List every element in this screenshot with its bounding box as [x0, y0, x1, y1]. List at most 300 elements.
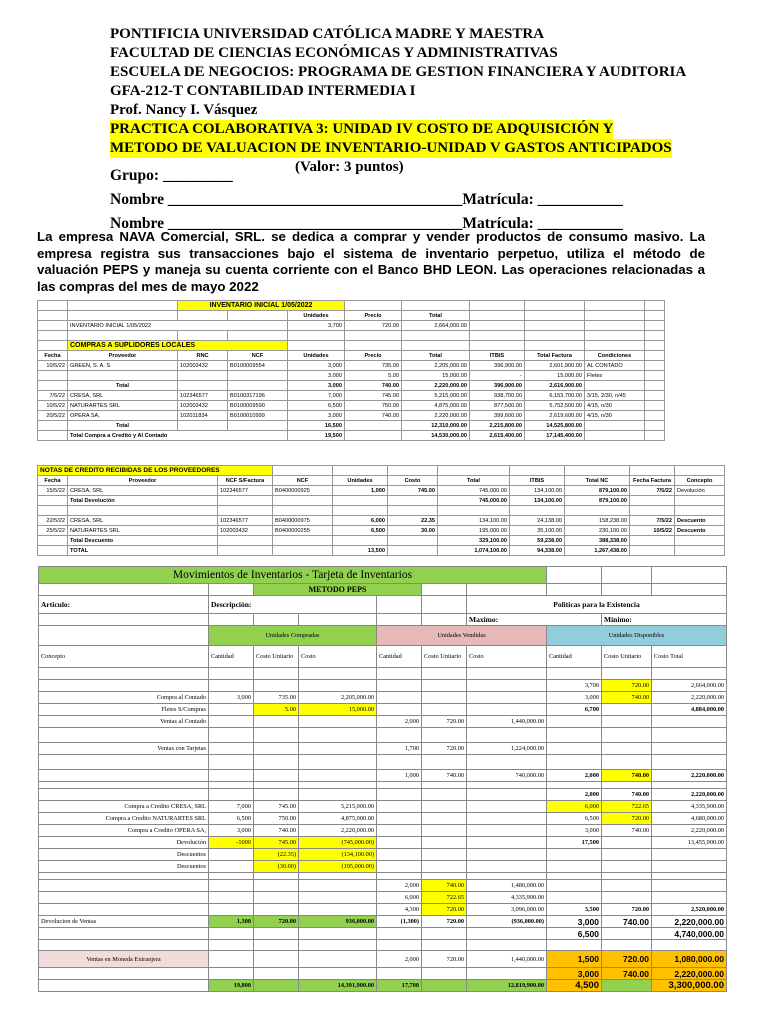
card-cell: 745.00: [254, 801, 299, 813]
purchases-sheet: [37, 300, 665, 441]
card-cell: 2,664,000.00: [652, 680, 727, 692]
card-cell: [209, 716, 254, 728]
card-cell: [39, 904, 209, 916]
card-cell: 740.00: [602, 692, 652, 704]
card-cell: [547, 940, 602, 951]
card-cell: [299, 716, 377, 728]
card-cell: [467, 940, 547, 951]
card-cell: [422, 755, 467, 770]
card-cell: [602, 668, 652, 680]
card-cell: [652, 892, 727, 904]
card-cell: 3,000: [209, 825, 254, 837]
inv-h-total: Total: [402, 311, 470, 321]
school-name: ESCUELA DE NEGOCIOS: PROGRAMA DE GESTION FINANCIERA Y AUDITORIA: [110, 64, 687, 80]
credit-notes-rows: [38, 486, 725, 556]
card-cell: Ventas en Moneda Extranjera: [39, 951, 209, 968]
purchases-table: [37, 300, 665, 441]
card-cell: [209, 892, 254, 904]
card-cell: [467, 782, 547, 789]
card-cell: [422, 801, 467, 813]
card-cell: [547, 861, 602, 873]
card-cell: 2,220,000.00: [652, 789, 727, 801]
card-col-cantidad-c: Cantidad: [209, 646, 254, 668]
card-cell: [299, 770, 377, 782]
card-cell: [652, 782, 727, 789]
intro-paragraph: La empresa NAVA Comercial, SRL. se dedica a comprar y vender productos de consumo masivo. La empresa registra sus transacciones bajo el sistema de inventario perpetuo, utiliza el método de valuación PEPS y maneja su cuenta corriente con el Banco BHD LEON. Las operaciones relacionadas a las compras del mes de mayo 2022: [37, 229, 705, 295]
card-cell: [467, 928, 547, 940]
card-cell: 720.00: [602, 951, 652, 968]
card-cell: 3,300,000.00: [652, 980, 727, 992]
card-cell: 7,000: [209, 801, 254, 813]
table-row: Total Compra a Credito y Al Contado 19,500 14,530,000.00 2,615,400.00 17,145,400.00: [38, 431, 665, 441]
card-cell: [547, 880, 602, 892]
card-cell: [299, 743, 377, 755]
card-cell: [39, 980, 209, 992]
card-cell: 2,000: [547, 770, 602, 782]
card-col-cu-d: Costo Unitario: [602, 646, 652, 668]
card-cell: 3,000: [209, 692, 254, 704]
inventory-title: INVENTARIO INICIAL 1/05/2022: [178, 301, 345, 311]
card-cell: (134,100.00): [299, 849, 377, 861]
practice-title-line1: PRACTICA COLABORATIVA 3: UNIDAD IV COSTO DE ADQUISICIÓN Y: [110, 121, 614, 137]
card-cell: [377, 968, 422, 980]
card-cell: 5.00: [254, 704, 299, 716]
card-cell: [422, 873, 467, 880]
table-row: 10/5/22 NATURARTES SRL 102003432 B0100009590 6,500 750.00 4,875,000.00 877,500.00 5,752,500.00 4/15, n/30: [38, 401, 665, 411]
available-units-group: Unidades Disponibles: [547, 626, 727, 646]
card-cell: [547, 755, 602, 770]
card-cell: 3,000: [547, 968, 602, 980]
card-cell: [422, 861, 467, 873]
card-cell: [209, 968, 254, 980]
card-cell: [377, 789, 422, 801]
card-cell: [209, 789, 254, 801]
card-cell: [652, 849, 727, 861]
card-cell: [209, 849, 254, 861]
card-cell: [209, 951, 254, 968]
card-cell: [209, 873, 254, 880]
table-row: 7/5/22 CRESA, SRL 102346577 B0100317196 7,000 745.00 5,215,000.00 938,700.00 6,153,700.00 3/15, 2/30, n/45: [38, 391, 665, 401]
card-cell: [39, 782, 209, 789]
card-cell: [299, 940, 377, 951]
table-row: [39, 743, 727, 755]
table-row: [39, 892, 727, 904]
card-cell: [467, 849, 547, 861]
card-cell: Compra a Credito NATURARTES SRL: [39, 813, 209, 825]
card-cell: [602, 880, 652, 892]
card-cell: [299, 968, 377, 980]
card-cell: [377, 755, 422, 770]
card-col-cu-c: Costo Unitario: [254, 646, 299, 668]
card-cell: [39, 770, 209, 782]
card-cell: [652, 880, 727, 892]
name-line-1: Nombre ______________________________________Matrícula: ___________: [110, 191, 623, 208]
card-cell: [39, 940, 209, 951]
card-cell: [209, 728, 254, 743]
card-cell: [422, 728, 467, 743]
card-cell: [299, 951, 377, 968]
card-cell: [39, 755, 209, 770]
inventory-card: [38, 566, 727, 992]
table-row: Total Devolución 745,000.00 134,100.00 879,100.00: [38, 496, 725, 506]
card-cell: 1,700: [377, 743, 422, 755]
card-cell: [299, 904, 377, 916]
card-cell: [254, 951, 299, 968]
faculty-name: FACULTAD DE CIENCIAS ECONÓMICAS Y ADMINISTRATIVAS: [110, 45, 558, 61]
card-cell: [254, 782, 299, 789]
card-cell: 720.00: [422, 904, 467, 916]
card-cell: [422, 849, 467, 861]
card-cell: [422, 704, 467, 716]
purchases-title: COMPRAS A SUPLIDORES LOCALES: [68, 341, 288, 351]
card-cell: [547, 716, 602, 728]
table-row: [38, 506, 725, 516]
card-rows: [39, 668, 727, 992]
card-cell: 3,500: [547, 904, 602, 916]
col-fecha: Fecha: [38, 351, 68, 361]
card-cell: 2,220,000.00: [652, 770, 727, 782]
card-method: METODO PEPS: [254, 584, 422, 596]
table-row: 10/5/22 GREEN, S. A. S 102003432 B0100009554 3,000 735.00 2,205,000.00 396,900.00 2,601,900.00 AL CONTADO: [38, 361, 665, 371]
card-cell: [467, 968, 547, 980]
inv-h-price: Precio: [345, 311, 402, 321]
card-cell: (195,000.00): [299, 861, 377, 873]
card-cell: 6,500: [547, 813, 602, 825]
nc-col-total: Total: [438, 476, 510, 486]
card-cell: 3,000: [547, 916, 602, 928]
card-cell: [467, 728, 547, 743]
card-cell: 6,700: [547, 704, 602, 716]
card-cell: 19,800: [209, 980, 254, 992]
col-total: Total: [402, 351, 470, 361]
card-cell: 750.00: [254, 813, 299, 825]
table-row: [39, 968, 727, 980]
card-cell: [254, 873, 299, 880]
table-row: [39, 825, 727, 837]
card-cell: [467, 813, 547, 825]
table-row: 3,000 5.00 15,000.00 - 15,000.00 Fletes: [38, 371, 665, 381]
card-cell: 740,000.00: [467, 770, 547, 782]
card-cell: 4,875,000.00: [299, 813, 377, 825]
card-cell: 740.00: [422, 880, 467, 892]
card-cell: 1,300: [209, 916, 254, 928]
inv-row-price: 720.00: [345, 321, 402, 331]
card-cell: 2,000: [377, 716, 422, 728]
card-cell: [602, 743, 652, 755]
card-cell: 1,224,000.00: [467, 743, 547, 755]
inventory-card-table: [38, 566, 727, 992]
card-cell: [377, 825, 422, 837]
card-cell: [254, 668, 299, 680]
card-cell: 740.00: [602, 789, 652, 801]
inv-h-units: Unidades: [288, 311, 345, 321]
min-label: Mínimo:: [602, 614, 727, 626]
card-cell: 3,700: [547, 680, 602, 692]
table-row: [39, 728, 727, 743]
card-cell: 4,680,000.00: [652, 813, 727, 825]
table-row: Total Descuento 329,100.00 59,238.00 388,338.00: [38, 536, 725, 546]
card-cell: [422, 980, 467, 992]
card-cell: [254, 755, 299, 770]
inv-row-total: 2,664,000.00: [402, 321, 470, 331]
card-cell: 1,480,000.00: [467, 880, 547, 892]
card-cell: [467, 704, 547, 716]
table-row: [39, 980, 727, 992]
card-cell: 720.00: [602, 680, 652, 692]
table-row: [39, 928, 727, 940]
card-cell: [422, 825, 467, 837]
card-cell: [39, 680, 209, 692]
card-title: Movimientos de Inventarios - Tarjeta de Inventarios: [39, 567, 547, 584]
card-cell: 2,000: [377, 880, 422, 892]
card-cell: 2,000: [377, 951, 422, 968]
card-cell: [209, 704, 254, 716]
card-cell: [467, 837, 547, 849]
card-col-cantidad-d: Cantidad: [547, 646, 602, 668]
card-cell: 3,096,000.00: [467, 904, 547, 916]
card-cell: 720.00: [254, 916, 299, 928]
card-cell: [209, 904, 254, 916]
card-cell: 4,335,900.00: [652, 801, 727, 813]
card-cell: 4,300: [377, 904, 422, 916]
group-line: Grupo: _________: [110, 167, 233, 184]
card-cell: Compra a Credito CRESA, SRL: [39, 801, 209, 813]
card-cell: [547, 849, 602, 861]
card-cell: 1,000: [377, 770, 422, 782]
table-row: [39, 680, 727, 692]
col-rnc: RNC: [178, 351, 228, 361]
card-cell: 722.65: [422, 892, 467, 904]
card-cell: [377, 801, 422, 813]
card-cell: 720.00: [422, 716, 467, 728]
table-row: [39, 692, 727, 704]
card-cell: -1000: [209, 837, 254, 849]
card-cell: 4,884,000.00: [652, 704, 727, 716]
sold-units-group: Unidades Vendidas: [377, 626, 547, 646]
card-cell: 6,500: [547, 928, 602, 940]
description-label: Descripción:: [209, 596, 377, 614]
card-cell: (22.35): [254, 849, 299, 861]
card-cell: [377, 849, 422, 861]
card-cell: [422, 837, 467, 849]
card-cell: 4,500: [547, 980, 602, 992]
card-cell: (745,000.00): [299, 837, 377, 849]
card-cell: [39, 892, 209, 904]
card-cell: [377, 728, 422, 743]
card-cell: (30.00): [254, 861, 299, 873]
nc-col-itbis: ITBIS: [510, 476, 565, 486]
card-cell: [254, 980, 299, 992]
card-cell: 720.00: [422, 743, 467, 755]
table-row: [39, 904, 727, 916]
table-row: TOTAL 13,500 1,074,100.00 94,338.00 1,267,438.00: [38, 546, 725, 556]
card-cell: [547, 668, 602, 680]
table-row: [39, 873, 727, 880]
card-cell: [39, 873, 209, 880]
card-cell: Compra al Contado: [39, 692, 209, 704]
card-cell: 740.00: [602, 916, 652, 928]
card-cell: [467, 755, 547, 770]
card-cell: [467, 873, 547, 880]
card-cell: [254, 880, 299, 892]
card-cell: [254, 968, 299, 980]
name-line-2: Nombre ______________________________________Matrícula: ___________: [110, 215, 623, 232]
card-cell: Devolucion de Ventas: [39, 916, 209, 928]
card-cell: (1,300): [377, 916, 422, 928]
card-cell: 17,500: [547, 837, 602, 849]
card-cell: [377, 692, 422, 704]
table-row: [39, 782, 727, 789]
card-cell: 740.00: [422, 770, 467, 782]
card-cell: [467, 692, 547, 704]
col-proveedor: Proveedor: [68, 351, 178, 361]
card-cell: Ventas al Contado: [39, 716, 209, 728]
card-cell: 720.00: [602, 904, 652, 916]
card-cell: [254, 680, 299, 692]
credit-notes-table: [37, 465, 725, 556]
card-cell: [209, 743, 254, 755]
card-cell: [602, 728, 652, 743]
col-ncf: NCF: [228, 351, 288, 361]
card-cell: [299, 892, 377, 904]
card-cell: [254, 716, 299, 728]
card-cell: 6,500: [209, 813, 254, 825]
card-cell: Ventas con Tarjetas: [39, 743, 209, 755]
card-cell: Compra a Credito OPERA SA,: [39, 825, 209, 837]
card-cell: [422, 782, 467, 789]
card-cell: [377, 873, 422, 880]
table-row: [39, 716, 727, 728]
card-cell: [254, 743, 299, 755]
card-cell: [377, 813, 422, 825]
card-cell: [652, 861, 727, 873]
card-cell: 2,220,000.00: [652, 692, 727, 704]
card-cell: (936,000.00): [467, 916, 547, 928]
card-cell: [254, 892, 299, 904]
card-cell: 720.00: [602, 813, 652, 825]
practice-value: (Valor: 3 puntos): [295, 159, 404, 175]
card-cell: [652, 873, 727, 880]
card-cell: [652, 755, 727, 770]
card-cell: 2,205,000.00: [299, 692, 377, 704]
card-cell: [299, 789, 377, 801]
table-row: [39, 916, 727, 928]
card-cell: [299, 755, 377, 770]
card-cell: [602, 892, 652, 904]
card-cell: [254, 728, 299, 743]
card-cell: [254, 789, 299, 801]
stock-policy-label: Politicas para la Existencia: [467, 596, 727, 614]
card-cell: [377, 861, 422, 873]
col-condiciones: Condiciones: [585, 351, 645, 361]
table-row: [39, 755, 727, 770]
card-cell: 1,500: [547, 951, 602, 968]
card-cell: [547, 892, 602, 904]
card-cell: [209, 668, 254, 680]
card-cell: [254, 904, 299, 916]
inv-row-units: 3,700: [288, 321, 345, 331]
card-cell: [467, 680, 547, 692]
card-cell: 1,440,000.00: [467, 951, 547, 968]
card-cell: [547, 743, 602, 755]
card-cell: [652, 743, 727, 755]
col-unidades: Unidades: [288, 351, 345, 361]
card-cell: 936,000.00: [299, 916, 377, 928]
table-row: Total 16,500 12,310,000.00 2,215,800.00 14,525,800.00: [38, 421, 665, 431]
card-cell: [377, 837, 422, 849]
card-cell: [39, 789, 209, 801]
card-cell: 14,391,900.00: [299, 980, 377, 992]
card-col-costo-c: Costo: [299, 646, 377, 668]
card-cell: [602, 716, 652, 728]
card-cell: [422, 928, 467, 940]
nc-col-costo: Costo: [388, 476, 438, 486]
card-cell: [602, 782, 652, 789]
card-cell: 15,000.00: [299, 704, 377, 716]
card-cell: [652, 940, 727, 951]
purchased-units-group: Unidades Compradas: [209, 626, 377, 646]
card-cell: 3,000: [547, 825, 602, 837]
credit-notes-title: NOTAS DE CREDITO RECIBIDAS DE LOS PROVEEDORES: [38, 466, 273, 476]
card-cell: [422, 968, 467, 980]
card-cell: [377, 668, 422, 680]
card-cell: [652, 668, 727, 680]
card-cell: 1,080,000.00: [652, 951, 727, 968]
card-cell: [377, 940, 422, 951]
card-cell: [377, 704, 422, 716]
card-cell: [467, 789, 547, 801]
card-cell: [602, 940, 652, 951]
card-cell: [467, 825, 547, 837]
card-cell: [209, 755, 254, 770]
table-row: [39, 861, 727, 873]
card-cell: [299, 782, 377, 789]
card-cell: 4,740,000.00: [652, 928, 727, 940]
card-cell: 740.00: [602, 825, 652, 837]
card-cell: [254, 940, 299, 951]
card-cell: [39, 880, 209, 892]
card-cell: 12,819,900.00: [467, 980, 547, 992]
card-cell: [209, 861, 254, 873]
col-precio: Precio: [345, 351, 402, 361]
table-row: [39, 668, 727, 680]
purchases-rows: [38, 361, 665, 441]
col-itbis: ITBIS: [470, 351, 525, 361]
max-label: Maximo:: [467, 614, 602, 626]
card-cell: [422, 813, 467, 825]
table-row: [39, 849, 727, 861]
nc-col-fecha-factura: Fecha Factura: [630, 476, 675, 486]
card-cell: 720.00: [422, 916, 467, 928]
article-label: Articulo:: [39, 596, 209, 614]
card-col-cantidad-v: Cantidad: [377, 646, 422, 668]
card-cell: [209, 680, 254, 692]
university-name: PONTIFICIA UNIVERSIDAD CATÓLICA MADRE Y MAESTRA: [110, 26, 545, 42]
card-cell: [652, 728, 727, 743]
card-cell: [209, 928, 254, 940]
table-row: [39, 951, 727, 968]
card-cell: [299, 880, 377, 892]
table-row: [39, 813, 727, 825]
card-cell: [39, 928, 209, 940]
card-cell: Devolución: [39, 837, 209, 849]
nc-col-concepto: Concepto: [675, 476, 725, 486]
table-row: [39, 789, 727, 801]
card-cell: Descuentos: [39, 861, 209, 873]
card-cell: 735.00: [254, 692, 299, 704]
card-cell: [547, 873, 602, 880]
card-cell: [209, 782, 254, 789]
